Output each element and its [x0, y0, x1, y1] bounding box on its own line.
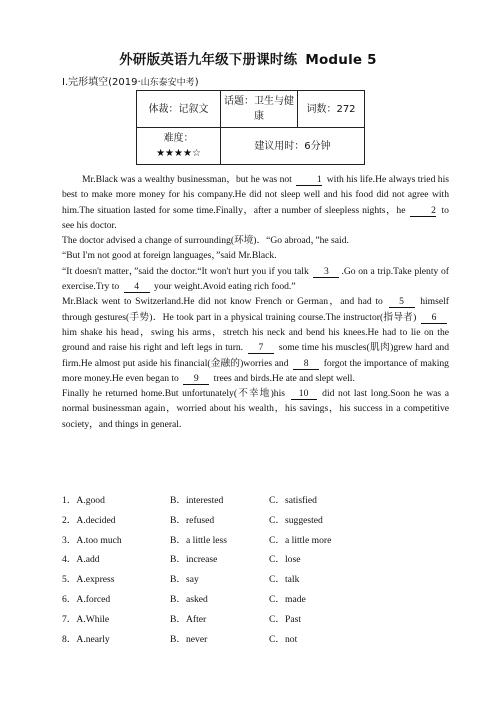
- passage-text: did not last long.Soon he was a normal businessman again，worried about his wealth，his savings，his success in a competitive society，and things in general.: [62, 388, 449, 430]
- blank-2: 2: [410, 205, 436, 217]
- option-a: 7．A.While: [62, 613, 110, 625]
- title-module: Module 5: [305, 52, 377, 68]
- option-b: B．never: [170, 633, 208, 645]
- passage: [62, 172, 449, 432]
- option-b: B．say: [170, 574, 199, 586]
- option-c: C．talk: [269, 574, 300, 586]
- option-row: [62, 631, 449, 651]
- section-label: Ⅰ.完形填空(2019·: [62, 77, 141, 88]
- option-c: C．suggested: [269, 514, 323, 526]
- option-row: [62, 551, 449, 571]
- passage-text: “It doesn't matter，”said the doctor.“It won't hurt you if you talk: [62, 265, 309, 277]
- genre-cell: 体裁：记叙文: [137, 91, 221, 128]
- option-a: 5．A.express: [62, 574, 115, 586]
- options-list: [62, 492, 449, 650]
- paragraph-6: [62, 386, 449, 432]
- option-b: B．asked: [170, 593, 208, 605]
- option-c: C．Past: [269, 613, 301, 625]
- passage-text: himself through gestures(手势)．He took part in a physical training course.The instructor(指导者): [62, 296, 449, 323]
- section-source: 山东泰安中考: [140, 78, 195, 88]
- option-a: 3．A.too much: [62, 534, 122, 546]
- option-b: B．refused: [170, 514, 215, 526]
- blank-4: 4: [124, 281, 150, 293]
- section-close: ): [194, 77, 199, 88]
- option-row: [62, 591, 449, 611]
- passage-text: with his life.He always tried his best to make more money for his company.He did not sleep well and his food did not agree with him.The situation lasted for some time.Finally，after a number of sleepless nights，he: [62, 174, 450, 216]
- option-row: [62, 492, 449, 512]
- passage-text: some time his muscles(肌肉)grew hard and firm.He almost put aside his financial(金融的)worries and: [62, 342, 450, 369]
- option-row: [62, 611, 449, 631]
- title-chinese: 外研版英语九年级下册课时练: [119, 52, 298, 68]
- passage-text: forgot the importance of making more money.He even began to: [62, 357, 449, 384]
- option-row: [62, 532, 449, 552]
- option-c: C．a little more: [269, 534, 332, 546]
- option-c: C．not: [269, 633, 298, 645]
- option-c: C．satisfied: [269, 495, 317, 506]
- option-b: B．a little less: [170, 534, 228, 546]
- option-b: B．interested: [170, 495, 224, 506]
- option-a: 4．A.add: [62, 554, 100, 566]
- blank-7: 7: [248, 342, 274, 354]
- difficulty-cell: [137, 128, 221, 165]
- option-c: C．lose: [269, 554, 301, 566]
- blank-8: 8: [293, 358, 319, 370]
- topic-cell: 话题：卫生与健康: [221, 91, 298, 128]
- passage-text: your weight.Avoid eating rich food.”: [154, 281, 296, 293]
- passage-text: .Go on a trip.Take plenty of exercise.Try to: [62, 265, 449, 293]
- blank-6: 6: [421, 312, 447, 324]
- difficulty-stars: ★★★★☆: [156, 148, 201, 159]
- passage-text: to see his doctor.: [62, 204, 449, 231]
- passage-text: Mr.Black was a wealthy businessman，but he was not: [82, 174, 292, 185]
- passage-text: him shake his head，swing his arms，stretch his neck and bend his knees.He had to lie on the ground and raise his right and left legs in turn.: [62, 326, 449, 354]
- passage-text: trees and birds.He ate and slept well.: [213, 372, 355, 384]
- option-a: 2．A.decided: [62, 514, 116, 526]
- paragraph-3: “But I'm not good at foreign languages，”said Mr.Black.: [62, 250, 277, 262]
- word-count-cell: 词数：272: [298, 91, 365, 128]
- blank-10: 10: [291, 388, 317, 400]
- option-a: 8．A.nearly: [62, 633, 110, 645]
- paragraph-5: [62, 294, 449, 386]
- option-a: 6．A.forced: [62, 593, 111, 605]
- section-heading: [62, 73, 199, 88]
- paragraph-2: The doctor advised a change of surrounding(环境)．“Go abroad，”he said.: [62, 235, 349, 247]
- option-c: C．made: [269, 593, 306, 605]
- option-row: [62, 512, 449, 532]
- blank-3: 3: [313, 266, 339, 278]
- paragraph-1: [62, 172, 449, 233]
- option-b: B．After: [170, 613, 207, 625]
- page-title: [0, 48, 496, 68]
- info-table: [136, 90, 365, 165]
- passage-text: Mr.Black went to Switzerland.He did not know French or German，and had to: [62, 296, 383, 308]
- time-cell: 建议用时：6分钟: [221, 128, 365, 165]
- option-row: [62, 571, 449, 591]
- paragraph-4: [62, 264, 449, 295]
- option-a: 1．A.good: [62, 495, 105, 506]
- option-b: B．increase: [170, 554, 218, 566]
- blank-9: 9: [183, 373, 209, 385]
- difficulty-label: 难度：: [163, 133, 194, 144]
- blank-5: 5: [389, 296, 415, 308]
- passage-text: Finally he returned home.But unfortunately(不幸地)his: [62, 388, 285, 400]
- blank-1: 1: [296, 174, 322, 186]
